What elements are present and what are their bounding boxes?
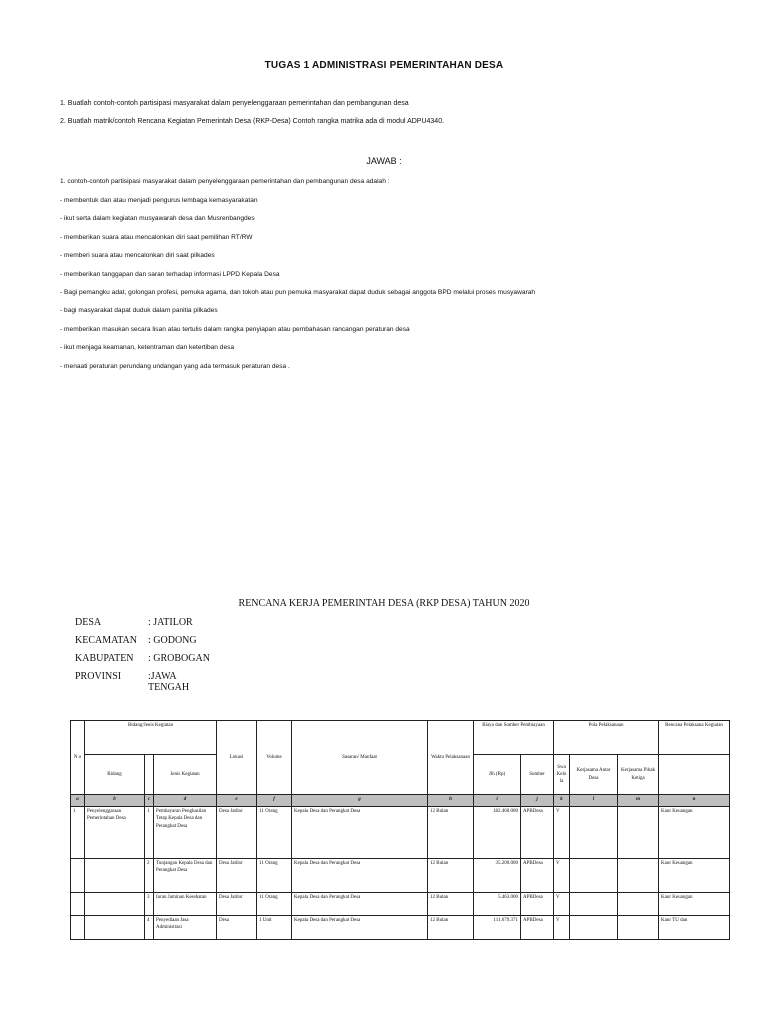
answer-line: - ikut menjaga keamanan, ketentraman dan ketertiban desa [60,344,235,351]
info-row-kecamatan [75,635,218,646]
cell-antar [570,916,618,940]
cell-no [71,893,85,916]
cell-jumlah: 182.460.000 [474,807,521,859]
cell-sumber: APBDesa [521,859,554,893]
cell-rencana: Kaur Keuangan [659,807,730,859]
answer-line: - memberikan masukan secara lisan atau tertulis dalam rangka penyiapan atau pembahasan rancangan peraturan desa [60,326,410,333]
cell-pihak [618,916,659,940]
cell-rencana: Kaur Keuangan [659,893,730,916]
cell-sasaran: Kepala Desa dan Perangkat Desa [292,916,428,940]
cell-sub: 3 [145,893,154,916]
cell-rencana: Kaur TU dan [659,916,730,940]
cell-swakelola: V [554,859,570,893]
letter-cell: b [85,795,145,807]
header-volume: Volume [257,721,292,795]
answer-line: - memberikan tanggapan dan saran terhadap informasi LPPD Kepala Desa [60,271,280,278]
info-value: :JAWA TENGAH [148,671,190,693]
table-row [71,807,730,859]
letter-cell: c [145,795,154,807]
question-2: 2. Buatlah matrik/contoh Rencana Kegiatan Pemerintah Desa (RKP-Desa) Contoh rangka matrika ada di modul ADPU4340. [60,118,445,125]
cell-volume: 11 Orang [257,859,292,893]
letter-cell: n [659,795,730,807]
table-row [71,916,730,940]
cell-volume: 11 Orang [257,807,292,859]
header-rencana: Rencana Pelaksana Kegiatan [659,721,730,755]
cell-rencana: Kaur Keuangan [659,859,730,893]
answer-line: 1. contoh-contoh partisipasi masyarakat dalam penyelenggaraan pemerintahan dan pembangunan desa adalah : [60,178,390,185]
cell-jumlah: 35.200.000 [474,859,521,893]
cell-jumlah: 5.463.000 [474,893,521,916]
cell-bidang [85,916,145,940]
letter-cell: k [554,795,570,807]
cell-sasaran: Kepala Desa dan Perangkat Desa [292,807,428,859]
letter-cell: l [570,795,618,807]
table-letter-row [71,795,730,807]
cell-swakelola: V [554,893,570,916]
cell-waktu: 12 Bulan [428,859,474,893]
cell-pihak [618,893,659,916]
letter-cell: g [292,795,428,807]
info-value: : GROBOGAN [148,653,210,664]
cell-jenis: Pembayaran Penghasilan Tetap Kepala Desa dan Perangkat Desa [154,807,217,859]
info-row-provinsi [75,671,218,693]
header-bidang-jenis: Bidang/Jenis Kegiatan [85,721,217,755]
cell-jumlah: 111.679.371 [474,916,521,940]
cell-jenis: Penyediaan Jasa Administrasi [154,916,217,940]
cell-pihak [618,807,659,859]
answer-line: - bagi masyarakat dapat duduk dalam panitia pilkades [60,307,218,314]
table-header-row [71,721,730,755]
info-key: DESA [75,617,102,628]
header-biaya: Biaya dan Sumber Pembiayaan [474,721,554,755]
header-bidang: Bidang [85,755,145,795]
header-swakelola: Swa Kelo la [554,755,570,795]
cell-waktu: 12 Bulan [428,893,474,916]
header-blank [659,755,730,795]
answer-line: - membentuk dan atau menjadi pengurus lembaga kemasyarakatan [60,197,258,204]
cell-lokasi: Desa [217,916,257,940]
cell-bidang [85,859,145,893]
cell-no [71,859,85,893]
info-row-kabupaten [75,653,218,664]
header-sasaran: Sasaran/ Manfaat [292,721,428,795]
cell-sumber: APBDesa [521,916,554,940]
answer-line: - Bagi pemangku adat, golongan profesi, pemuka agama, dan tokoh atau pun pemuka masyarakat dapat duduk sebagai anggota BPD melalui proses musyawarah [60,289,536,296]
cell-jenis: Iuran Jaminan Kesehatan [154,893,217,916]
info-value: : GODONG [148,635,197,646]
info-value: : JATILOR [148,617,193,628]
cell-volume: 11 Orang [257,893,292,916]
letter-cell: j [521,795,554,807]
header-jenis: Jenis Kegiatan [154,755,217,795]
rkp-title: RENCANA KERJA PEMERINTAH DESA (RKP DESA) TAHUN 2020 [238,598,530,609]
header-lokasi: Lokasi [217,721,257,795]
cell-no: 1 [71,807,85,859]
rkp-table [70,720,730,940]
answer-line: - memberi suara atau mencalonkan diri saat pilkades [60,252,215,259]
info-key: KABUPATEN [75,653,134,664]
document-title: TUGAS 1 ADMINISTRASI PEMERINTAHAN DESA [264,60,504,71]
letter-cell: m [618,795,659,807]
letter-cell: f [257,795,292,807]
header-pola: Pola Pelaksanaan [554,721,659,755]
cell-no [71,916,85,940]
answer-line: - menaati peraturan perundang undangan yang ada termasuk peraturan desa . [60,363,290,370]
cell-pihak [618,859,659,893]
table-row [71,859,730,893]
cell-bidang [85,893,145,916]
header-sumber: Sumber [521,755,554,795]
cell-lokasi: Desa Jatilor [217,893,257,916]
cell-sumber: APBDesa [521,807,554,859]
answer-line: - memberikan suara atau mencalonkan diri saat pemilihan RT/RW [60,234,253,241]
letter-cell: a [71,795,85,807]
answer-line: - ikut serta dalam kegiatan musyawarah desa dan Musrenbangdes [60,215,255,222]
header-kerjasama-antar: Kerjasama Antar Desa [570,755,618,795]
header-no: N o [71,721,85,795]
cell-antar [570,807,618,859]
answer-heading: JAWAB : [366,156,402,166]
cell-jenis: Tunjangan Kepala Desa dan Perangkat Desa [154,859,217,893]
cell-swakelola: V [554,916,570,940]
cell-volume: 1 Unit [257,916,292,940]
cell-lokasi: Desa Jatilor [217,807,257,859]
letter-cell: i [474,795,521,807]
header-blank [145,755,154,795]
header-kerjasama-pihak: Kerjasama Pihak Ketiga [618,755,659,795]
cell-sub: 4 [145,916,154,940]
cell-swakelola: V [554,807,570,859]
cell-antar [570,893,618,916]
cell-bidang: Penyelenggaraan Pemerintahan Desa [85,807,145,859]
cell-sub: 1 [145,807,154,859]
table-row [71,893,730,916]
letter-cell: e [217,795,257,807]
info-key: PROVINSI [75,671,122,682]
info-row-desa [75,617,218,628]
cell-waktu: 12 Bulan [428,807,474,859]
cell-antar [570,859,618,893]
letter-cell: h [428,795,474,807]
letter-cell: d [154,795,217,807]
header-jumlah: Jlh (Rp) [474,755,521,795]
cell-sasaran: Kepala Desa dan Perangkat Desa [292,893,428,916]
cell-lokasi: Desa Jatilor [217,859,257,893]
header-waktu: Waktu Pelaksanaan [428,721,474,795]
info-key: KECAMATAN [75,635,137,646]
cell-sumber: APBDesa [521,893,554,916]
cell-waktu: 12 Bulan [428,916,474,940]
question-1: 1. Buatlah contoh-contoh partisipasi masyarakat dalam penyelenggaraan pemerintahan dan pembangunan desa [60,100,409,107]
cell-sasaran: Kepala Desa dan Perangkat Desa [292,859,428,893]
cell-sub: 2 [145,859,154,893]
